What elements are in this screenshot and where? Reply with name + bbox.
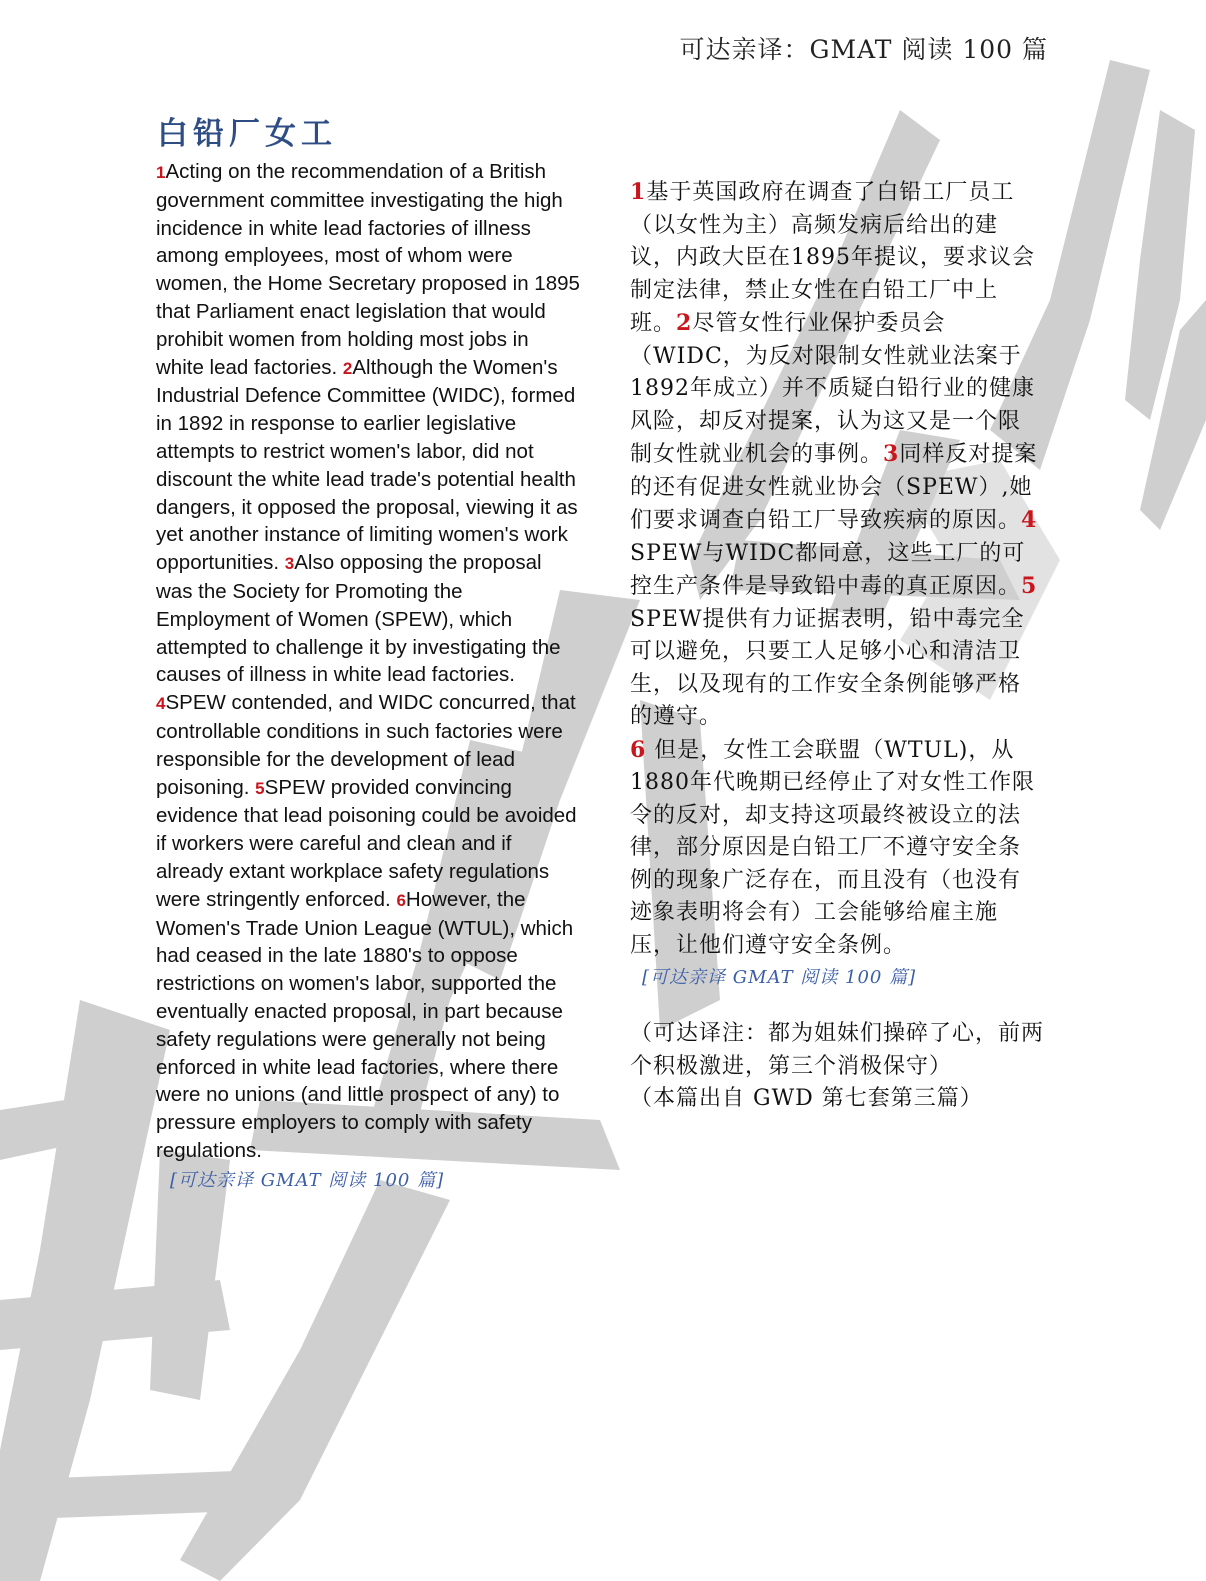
english-paragraph xyxy=(156,158,581,1165)
article-title: 白铅厂女工 xyxy=(157,116,337,152)
source-label: [可达亲译 GMAT 阅读 100 篇] xyxy=(642,967,917,988)
sentence-text: 基于英国政府在调查了白铅工厂员工（以女性为主）高频发病后给出的建议，内政大臣在1895年提议，要求议会制定法律，禁止女性在白铅工厂中上班。 xyxy=(630,180,1035,336)
sentence-text: Also opposing the proposal was the Society for Promoting the Employment of Women (SPEW), which attempted to challenge it by investigating the causes of illness in white lead factories. xyxy=(156,551,561,687)
sentence-text: SPEW与WIDC都同意，这些工厂的可控生产条件是导致铅中毒的真正原因。 xyxy=(630,540,1026,599)
sentence-text: SPEW contended, and WIDC concurred, that controllable conditions in such factories were responsible for the development of lead poisoning. xyxy=(156,691,576,799)
sentence-number: 1 xyxy=(630,179,647,205)
chinese-paragraph xyxy=(630,734,1042,963)
sentence-text: SPEW提供有力证据表明，铅中毒完全可以避免，只要工人足够小心和清洁卫生，以及现有的工作安全条例能够严格的遵守。 xyxy=(630,606,1025,729)
sentence-text: However, the Women's Trade Union League (WTUL), which had ceased in the late 1880's to oppose restrictions on women's labor, supported the eventually enacted proposal, in part because safety regulations were generally not being enforced in white lead factories, where there were no unions (and little prospect of any) to pressure employers to comply with safety regulations. xyxy=(156,887,574,1162)
sentence-number: 2 xyxy=(676,310,693,336)
sentence-number: 3 xyxy=(284,554,295,574)
sentence-number: 6 xyxy=(396,890,406,910)
sentence-text: SPEW provided convincing evidence that lead poisoning could be avoided if workers were careful and clean and if already extant workplace safety regulations were stringently enforced. xyxy=(156,775,577,911)
sentence-text: 尽管女性行业保护委员会（WIDC，为反对限制女性就业法案于1892年成立）并不质疑白铅行业的健康风险，却反对提案，认为这又是一个限制女性就业机会的事例。 xyxy=(630,311,1035,467)
sentence-number: 4 xyxy=(156,694,166,714)
sentence-number: 1 xyxy=(156,163,166,182)
page-header: 可达亲译：GMAT 阅读 100 篇 xyxy=(679,35,1048,64)
sentence-number: 5 xyxy=(1021,573,1038,599)
sentence-text: 同样反对提案的还有促进女性就业协会（SPEW）,她们要求调查白铅工厂导致疾病的原因。 xyxy=(630,442,1038,533)
chinese-translation xyxy=(630,176,1042,995)
source-label: [可达亲译 GMAT 阅读 100 篇] xyxy=(170,1169,445,1191)
sentence-text: 但是，女性工会联盟（WTUL)，从1880年代晚期已经停止了对女性工作限令的反对，却支持这项最终被设立的法律，部分原因是白铅工厂不遵守安全条例的现象广泛存在，而且没有（也没有迹象表明将会有）工会能够给雇主施压，让他们遵守安全条例。 xyxy=(630,737,1035,958)
sentence-text: Although the Women's Industrial Defence Committee (WIDC), formed in 1892 in response to earlier legislative attempts to restrict women's labor, did not discount the white lead trade's potential health dangers, it opposed the proposal, viewing it as yet another instance of limiting women's work opportunities. xyxy=(156,355,578,575)
translator-note: （可达译注：都为姐妹们操碎了心，前两个积极激进，第三个消极保守） xyxy=(630,1021,1045,1079)
source-note: （本篇出自 GWD 第七套第三篇） xyxy=(630,1086,983,1111)
translator-notes xyxy=(630,1018,1050,1116)
sentence-number: 4 xyxy=(1021,507,1038,533)
sentence-number: 2 xyxy=(342,358,353,378)
sentence-text: Acting on the recommendation of a British government committee investigating the high incidence in white lead factories of illness among employees, most of whom were women, the Home Secretary proposed in 1895 that Parliament enact legislation that would prohibit women from holding most jobs in white lead factories. xyxy=(156,160,580,379)
chinese-paragraph xyxy=(630,176,1042,734)
sentence-number: 5 xyxy=(255,778,265,798)
sentence-number: 3 xyxy=(883,441,900,467)
english-passage xyxy=(156,158,581,1194)
sentence-number: 6 xyxy=(630,736,647,763)
